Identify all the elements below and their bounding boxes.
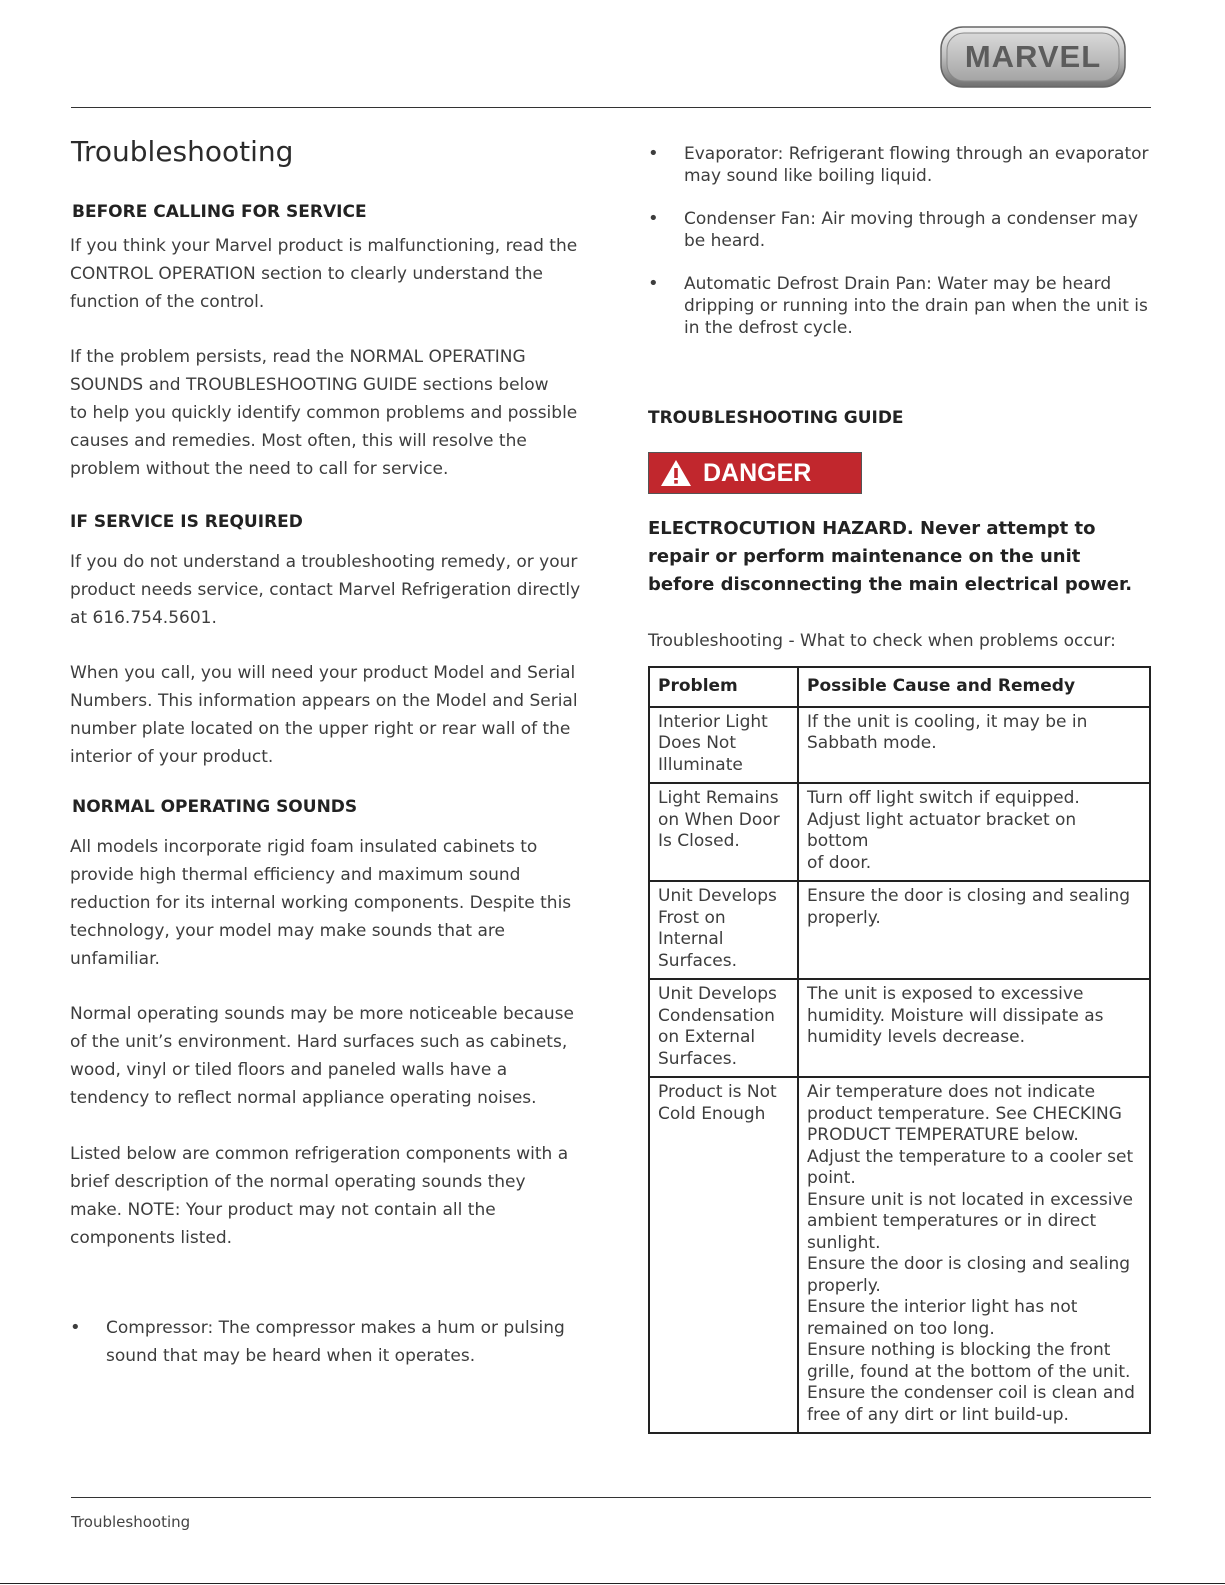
danger-badge: [648, 452, 862, 494]
column-header-remedy: Possible Cause and Remedy: [798, 667, 1150, 707]
problem-cell: Interior Light Does Not Illuminate: [649, 707, 798, 784]
remedy-cell: Ensure the door is closing and sealing properly.: [798, 881, 1150, 979]
bullet-dot: •: [648, 273, 659, 294]
service-required-paragraph-2: When you call, you will need your product Model and Serial Numbers. This information appears on the Model and Serial number plate located on the upper right or rear wall of the interior of your product.: [70, 663, 578, 767]
footer-rule: [71, 1497, 1151, 1498]
bullet-dot: •: [70, 1317, 81, 1338]
table-row: [649, 979, 1150, 1077]
list-item: • Automatic Defrost Drain Pan: Water may be heard dripping or running into the drain pan when the unit is in the defrost cycle.: [648, 273, 1148, 338]
list-item: • Compressor: The compressor makes a hum or pulsing sound that may be heard when it operates.: [70, 1314, 590, 1374]
table-row: [649, 707, 1150, 784]
svg-text:MARVEL: MARVEL: [964, 39, 1102, 74]
normal-sounds-heading: NORMAL OPERATING SOUNDS: [72, 797, 358, 817]
guide-intro: Troubleshooting - What to check when problems occur:: [648, 631, 1116, 651]
remedy-cell: Air temperature does not indicate product temperature. See CHECKING PRODUCT TEMPERATURE below. Adjust the temperature to a cooler set point. Ensure unit is not located in excessive ambient temperatures or in direct sunlight. Ensure the door is closing and sealing properly. Ensure the interior light has not remained on too long. Ensure nothing is blocking the front grille, found at the bottom of the unit. Ensure the condenser coil is clean and free of any dirt or lint build-up.: [798, 1077, 1150, 1433]
table-row: [649, 783, 1150, 881]
bullet-dot: •: [648, 208, 659, 229]
danger-label: DANGER: [703, 458, 812, 487]
problem-cell: Unit Develops Condensation on External Surfaces.: [649, 979, 798, 1077]
problem-cell: Unit Develops Frost on Internal Surfaces.: [649, 881, 798, 979]
electrocution-hazard-warning: ELECTROCUTION HAZARD. Never attempt to repair or perform maintenance on the unit before disconnecting the main electrical power.: [648, 518, 1133, 595]
normal-sounds-paragraph-3: Listed below are common refrigeration components with a brief description of the normal operating sounds they make. NOTE: Your product may not contain all the components listed.: [70, 1144, 569, 1248]
bullet-dot: •: [648, 143, 659, 164]
table-header-row: [649, 667, 1150, 707]
table-row: [649, 881, 1150, 979]
troubleshooting-guide-heading: TROUBLESHOOTING GUIDE: [648, 408, 904, 428]
list-item: • Evaporator: Refrigerant flowing through an evaporator may sound like boiling liquid.: [648, 143, 1149, 186]
normal-sounds-paragraph-1: All models incorporate rigid foam insulated cabinets to provide high thermal efficiency and maximum sound reduction for its internal working components. Despite this technology, your model may make sounds that are unfamiliar.: [70, 837, 572, 969]
page-bottom-edge: [0, 1583, 1225, 1584]
marvel-logo: [940, 26, 1126, 88]
footer-label: Troubleshooting: [71, 1513, 191, 1531]
normal-sounds-paragraph-2: Normal operating sounds may be more noticeable because of the unit’s environment. Hard surfaces such as cabinets, wood, vinyl or tiled floors and paneled walls have a tendency to reflect normal appliance operating noises.: [70, 1004, 574, 1108]
warning-triangle-icon: [659, 458, 693, 488]
remedy-cell: If the unit is cooling, it may be in Sabbath mode.: [798, 707, 1150, 784]
column-header-problem: Problem: [649, 667, 798, 707]
problem-cell: Product is Not Cold Enough: [649, 1077, 798, 1433]
problem-cell: Light Remains on When Door Is Closed.: [649, 783, 798, 881]
before-service-paragraph-1: If you think your Marvel product is malfunctioning, read the CONTROL OPERATION section to clearly understand the function of the control.: [70, 236, 578, 312]
marvel-logo-badge: [940, 26, 1126, 88]
service-required-paragraph-1: If you do not understand a troubleshooting remedy, or your product needs service, contact Marvel Refrigeration directly at 616.754.5601.: [70, 552, 581, 628]
list-item: • Condenser Fan: Air moving through a condenser may be heard.: [648, 208, 1139, 251]
table-row: [649, 1077, 1150, 1433]
page-title: Troubleshooting: [71, 135, 294, 168]
remedy-cell: Turn off light switch if equipped. Adjust light actuator bracket on bottom of door.: [798, 783, 1150, 881]
before-service-paragraph-2: If the problem persists, read the NORMAL OPERATING SOUNDS and TROUBLESHOOTING GUIDE sections below to help you quickly identify common problems and possible causes and remedies. Most often, this will resolve the problem without the need to call for service.: [70, 347, 578, 479]
header-rule: [71, 107, 1151, 108]
before-service-heading: BEFORE CALLING FOR SERVICE: [72, 202, 367, 222]
troubleshooting-table: [648, 666, 1151, 1434]
service-required-heading: IF SERVICE IS REQUIRED: [70, 512, 303, 532]
remedy-cell: The unit is exposed to excessive humidity. Moisture will dissipate as humidity levels decrease.: [798, 979, 1150, 1077]
